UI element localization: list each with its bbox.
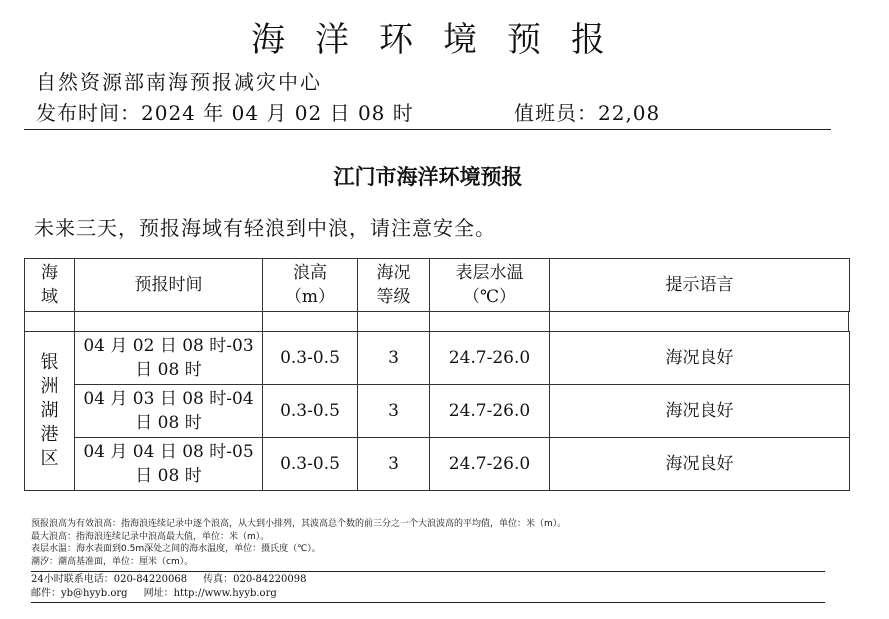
report-subtitle: 江门市海洋环境预报 bbox=[333, 165, 523, 189]
time-cell: 04 月 02 日 08 时-03 日 08 时 bbox=[75, 332, 263, 385]
header-sea-grade: 等级 bbox=[376, 287, 411, 307]
footer-divider-bottom bbox=[31, 602, 825, 603]
contact-phone: 24小时联系电话：020-84220068 bbox=[31, 574, 188, 585]
forecast-summary: 未来三天，预报海域有轻浪到中浪，请注意安全。 bbox=[34, 216, 496, 240]
wave-cell: 0.3-0.5 bbox=[263, 332, 358, 385]
header-wave-unit: （m） bbox=[284, 287, 336, 307]
header-time: 预报时间 bbox=[75, 259, 263, 312]
main-title: 海洋环境预报 bbox=[251, 20, 635, 60]
temp-cell: 24.7-26.0 bbox=[430, 385, 550, 438]
issuer-name: 自然资源部南海预报减灾中心 bbox=[36, 70, 322, 94]
header-wave bbox=[263, 259, 358, 312]
header-sea-label: 海况 bbox=[376, 263, 411, 283]
forecast-table-header bbox=[24, 258, 850, 312]
header-divider bbox=[24, 129, 831, 130]
temp-cell: 24.7-26.0 bbox=[430, 332, 550, 385]
header-tip: 提示语言 bbox=[550, 259, 850, 312]
publish-row bbox=[36, 97, 831, 126]
footnote: 预报浪高为有效浪高：指海浪连续记录中逐个浪高，从大到小排列，其波高总个数的前三分之一个大浪波高的平均值，单位：米（m）。 bbox=[31, 519, 567, 529]
tip-cell: 海况良好 bbox=[550, 438, 850, 491]
tip-cell: 海况良好 bbox=[550, 332, 850, 385]
wave-cell: 0.3-0.5 bbox=[263, 385, 358, 438]
gap-divider bbox=[262, 311, 263, 332]
table-row bbox=[25, 438, 850, 491]
forecast-table bbox=[24, 331, 850, 491]
gap-divider bbox=[74, 311, 75, 332]
gap-divider bbox=[429, 311, 430, 332]
sea-state-cell: 3 bbox=[358, 438, 430, 491]
table-row bbox=[25, 332, 850, 385]
gap-divider bbox=[549, 311, 550, 332]
contact-website[interactable]: 网址：http://www.hyyb.org bbox=[143, 588, 277, 599]
tip-cell: 海况良好 bbox=[550, 385, 850, 438]
footnote: 最大浪高：指海浪连续记录中浪高最大值，单位：米（m）。 bbox=[31, 531, 270, 542]
duty-officer: 值班员：22,08 bbox=[514, 101, 661, 125]
footnote: 表层水温：海水表面到0.5m深处之间的海水温度，单位：摄氏度（℃）。 bbox=[31, 544, 321, 554]
footnotes bbox=[31, 518, 566, 568]
region-cell: 银 洲 湖 港 区 bbox=[25, 332, 75, 491]
contact-info bbox=[31, 573, 306, 601]
time-cell: 04 月 04 日 08 时-05 日 08 时 bbox=[75, 438, 263, 491]
publish-time: 发布时间：2024 年 04 月 02 日 08 时 bbox=[36, 101, 414, 125]
header-water-temp bbox=[430, 259, 550, 312]
gap-divider bbox=[357, 311, 358, 332]
table-gap bbox=[24, 311, 849, 332]
header-region: 海 域 bbox=[25, 259, 75, 312]
temp-cell: 24.7-26.0 bbox=[430, 438, 550, 491]
header-temp-unit: （℃） bbox=[462, 287, 517, 307]
header-sea-state bbox=[358, 259, 430, 312]
header-temp-label: 表层水温 bbox=[455, 263, 524, 283]
header-wave-label: 浪高 bbox=[293, 263, 327, 283]
footer-divider-top bbox=[31, 571, 825, 572]
time-cell: 04 月 03 日 08 时-04 日 08 时 bbox=[75, 385, 263, 438]
contact-email[interactable]: 邮件：yb@hyyb.org bbox=[31, 588, 128, 599]
sea-state-cell: 3 bbox=[358, 332, 430, 385]
wave-cell: 0.3-0.5 bbox=[263, 438, 358, 491]
footnote: 潮汐：潮高基准面，单位：厘米（cm）。 bbox=[31, 556, 194, 567]
sea-state-cell: 3 bbox=[358, 385, 430, 438]
contact-fax: 传真：020-84220098 bbox=[203, 574, 307, 585]
table-row bbox=[25, 385, 850, 438]
